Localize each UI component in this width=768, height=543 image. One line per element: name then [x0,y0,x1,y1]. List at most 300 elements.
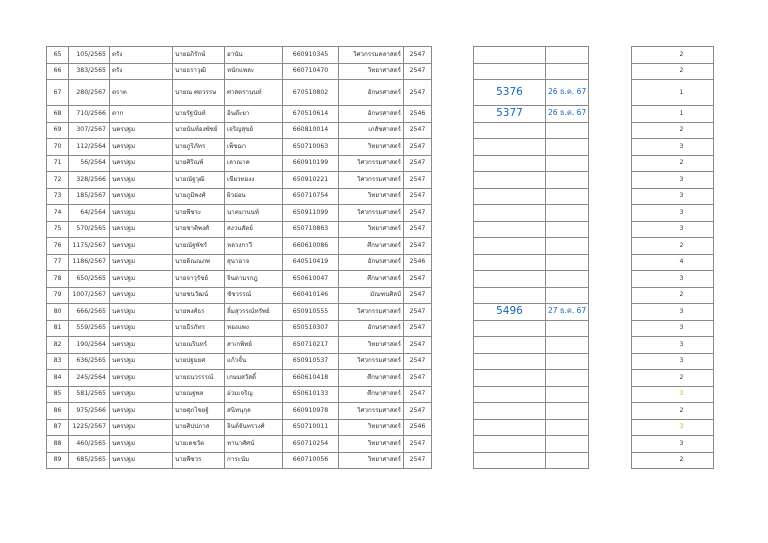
faculty-cell: วิทยาศาสตร์ [339,419,404,436]
row-number-cell: 78 [47,271,69,288]
reference-number-cell: 636/2565 [69,353,110,370]
spacer-cell [432,287,474,304]
receipt-date-cell [546,80,589,106]
row-number-cell: 86 [47,403,69,420]
spacer-cell [432,63,474,80]
student-id-cell: 650610047 [283,271,339,288]
row-number-cell: 70 [47,139,69,156]
province-cell: นครปฐม [110,337,173,354]
first-name-cell: นายปฐมยศ [173,353,225,370]
blank-cell [589,155,632,172]
receipt-date-cell [546,221,589,238]
first-name-cell: นายธราวุฒิ [173,63,225,80]
birth-year-cell: 2547 [404,452,432,469]
blank-cell [589,403,632,420]
row-number-cell: 81 [47,320,69,337]
receipt-number-cell [474,254,546,271]
reference-number-cell: 1007/2567 [69,287,110,304]
receipt-number-cell [474,155,546,172]
receipt-date-cell [546,139,589,156]
province-cell: นครปฐม [110,188,173,205]
receipt-number-cell [474,419,546,436]
table-row [47,436,714,453]
first-name-cell: นายศิริณพ์ [173,155,225,172]
count-cell: 2 [632,452,714,469]
birth-year-cell: 2547 [404,337,432,354]
receipt-number-cell [474,452,546,469]
reference-number-cell: 650/2565 [69,271,110,288]
birth-year-cell: 2547 [404,271,432,288]
blank-cell [589,320,632,337]
blank-cell [589,188,632,205]
faculty-cell: วิศวกรรมศาสตร์ [339,155,404,172]
reference-number-cell: 64/2564 [69,205,110,222]
row-number-cell: 89 [47,452,69,469]
faculty-cell: วิทยาศาสตร์ [339,221,404,238]
province-cell: นครปฐม [110,353,173,370]
first-name-cell: นายณัฐวุฒิ [173,172,225,189]
province-cell: นครปฐม [110,139,173,156]
first-name-cell: นายรัฐนันท์ [173,106,225,123]
faculty-cell: วิศวกรรมศาสตร์ [339,403,404,420]
count-cell: 3 [632,221,714,238]
last-name-cell: อินต๊ะยา [225,106,283,123]
receipt-date-cell [546,188,589,205]
reference-number-cell: 328/2566 [69,172,110,189]
birth-year-cell: 2547 [404,287,432,304]
student-id-cell: 650710217 [283,337,339,354]
reference-number-cell: 56/2564 [69,155,110,172]
blank-cell [589,436,632,453]
receipt-number-cell [474,287,546,304]
count-cell: 2 [632,63,714,80]
student-id-cell: 660710056 [283,452,339,469]
reference-number-cell: 307/2567 [69,122,110,139]
reference-number-cell: 666/2565 [69,304,110,321]
last-name-cell: อานัน [225,47,283,64]
province-cell: นครปฐม [110,155,173,172]
count-cell: 3 [632,436,714,453]
first-name-cell: นายธีรภัทร [173,320,225,337]
reference-number-cell: 383/2565 [69,63,110,80]
row-number-cell: 65 [47,47,69,64]
table-row [47,386,714,403]
reference-number-cell: 710/2566 [69,106,110,123]
receipt-date-cell [546,320,589,337]
table-row [47,452,714,469]
first-name-cell: นายศิปปภาส [173,419,225,436]
receipt-date-cell [546,403,589,420]
receipt-date-cell [546,63,589,80]
reference-number-cell: 570/2565 [69,221,110,238]
student-id-cell: 650710754 [283,188,339,205]
last-name-cell: สาเกพิทย์ [225,337,283,354]
blank-cell [589,80,632,106]
province-cell: นครปฐม [110,452,173,469]
blank-cell [589,139,632,156]
receipt-date: 27 ธ.ค. 67 [548,306,587,316]
student-list-table [46,46,714,469]
table-row [47,254,714,271]
blank-cell [589,337,632,354]
last-name-cell: ทองแพง [225,320,283,337]
count-cell: 3 [632,172,714,189]
receipt-date-cell [546,271,589,288]
student-id-cell: 650510307 [283,320,339,337]
birth-year-cell: 2546 [404,106,432,123]
row-number-cell: 72 [47,172,69,189]
count-cell: 2 [632,403,714,420]
table-row [47,320,714,337]
table-row [47,205,714,222]
birth-year-cell: 2547 [404,47,432,64]
student-id-cell: 670510614 [283,106,339,123]
faculty-cell: วิทยาศาสตร์ [339,436,404,453]
receipt-date-cell [546,287,589,304]
last-name-cell: ชัชวรรณ์ [225,287,283,304]
reference-number-cell: 112/2564 [69,139,110,156]
receipt-date-cell [546,47,589,64]
receipt-date-cell [546,205,589,222]
last-name-cell: ผิวอ่อน [225,188,283,205]
row-number-cell: 77 [47,254,69,271]
receipt-number-cell [474,320,546,337]
blank-cell [589,221,632,238]
last-name-cell: แก้วจั้น [225,353,283,370]
first-name-cell: นายภูมิพงศ์ [173,188,225,205]
birth-year-cell: 2547 [404,304,432,321]
faculty-cell: มัณฑนศิลป์ [339,287,404,304]
first-name-cell: นายพีชระ [173,205,225,222]
province-cell: นครปฐม [110,436,173,453]
province-cell: ตาก [110,106,173,123]
student-id-cell: 660610418 [283,370,339,387]
faculty-cell: อักษรศาสตร์ [339,80,404,106]
last-name-cell: สงวนสัตย์ [225,221,283,238]
last-name-cell: หนักแพละ [225,63,283,80]
province-cell: นครปฐม [110,205,173,222]
last-name-cell: ศาสตรานนท์ [225,80,283,106]
row-number-cell: 68 [47,106,69,123]
receipt-number-cell [474,386,546,403]
faculty-cell: วิทยาศาสตร์ [339,63,404,80]
last-name-cell: อ่วมเจริญ [225,386,283,403]
receipt-number-cell [474,63,546,80]
table-row [47,139,714,156]
blank-cell [589,254,632,271]
row-number-cell: 84 [47,370,69,387]
faculty-cell: วิศวกรรมศาสตร์ [339,172,404,189]
province-cell: นครปฐม [110,221,173,238]
first-name-cell: นายจาวุรัชย์ [173,271,225,288]
province-cell: ตรัง [110,63,173,80]
count-cell: 3 [632,205,714,222]
birth-year-cell: 2547 [404,188,432,205]
birth-year-cell: 2547 [404,403,432,420]
count-cell: 2 [632,287,714,304]
table-row [47,370,714,387]
count-cell: 3 [632,188,714,205]
receipt-number-cell [474,221,546,238]
table-row [47,353,714,370]
province-cell: นครปฐม [110,304,173,321]
first-name-cell: นายธนวรรรณ์ [173,370,225,387]
birth-year-cell: 2547 [404,205,432,222]
student-id-cell: 660810014 [283,122,339,139]
faculty-cell: เภสัชศาสตร์ [339,122,404,139]
last-name-cell: สุนาอาจ [225,254,283,271]
row-number-cell: 66 [47,63,69,80]
count-cell: 3 [632,139,714,156]
receipt-number: 5496 [496,304,523,317]
birth-year-cell: 2547 [404,172,432,189]
province-cell: นครปฐม [110,254,173,271]
spacer-cell [432,436,474,453]
count-cell: 1 [632,80,714,106]
reference-number-cell: 685/2565 [69,452,110,469]
count-cell: 2 [632,47,714,64]
last-name-cell: เจริญสุขย์ [225,122,283,139]
province-cell: นครปฐม [110,320,173,337]
faculty-cell: อักษรศาสตร์ [339,106,404,123]
receipt-number-cell [474,436,546,453]
birth-year-cell: 2547 [404,386,432,403]
province-cell: นครปฐม [110,419,173,436]
first-name-cell: นายณฐพล [173,386,225,403]
spacer-cell [432,238,474,255]
first-name-cell: นายพงศ์ธร [173,304,225,321]
receipt-date-cell [546,106,589,123]
row-number-cell: 88 [47,436,69,453]
receipt-date-cell [546,337,589,354]
table-row [47,63,714,80]
last-name-cell: หลวงกาวี [225,238,283,255]
count-cell: 3 [632,386,714,403]
reference-number-cell: 460/2565 [69,436,110,453]
receipt-date-cell [546,386,589,403]
province-cell: ตรัง [110,47,173,64]
table-row [47,122,714,139]
last-name-cell: เพ็ชฌา [225,139,283,156]
blank-cell [589,304,632,321]
first-name-cell: นายณัฐพัชร์ [173,238,225,255]
spacer-cell [432,386,474,403]
student-id-cell: 670510802 [283,80,339,106]
receipt-number-cell [474,139,546,156]
receipt-number-cell [474,271,546,288]
student-id-cell: 660910345 [283,47,339,64]
count-cell: 3 [632,271,714,288]
first-name-cell: นายอภิรักษ์ [173,47,225,64]
row-number-cell: 67 [47,80,69,106]
first-name-cell: นายณ ศตวรรษ [173,80,225,106]
student-id-cell: 650710254 [283,436,339,453]
row-number-cell: 73 [47,188,69,205]
spacer-cell [432,452,474,469]
receipt-number-cell [474,304,546,321]
last-name-cell: เขียวทองง [225,172,283,189]
spacer-cell [432,304,474,321]
row-number-cell: 83 [47,353,69,370]
table-row [47,271,714,288]
reference-number-cell: 185/2567 [69,188,110,205]
reference-number-cell: 559/2565 [69,320,110,337]
student-id-cell: 650710063 [283,139,339,156]
receipt-number: 5376 [496,85,523,98]
first-name-cell: นายนันท์องพัชย์ [173,122,225,139]
spacer-cell [432,337,474,354]
receipt-date-cell [546,172,589,189]
table-row [47,47,714,64]
spacer-cell [432,370,474,387]
spacer-cell [432,320,474,337]
faculty-cell: อักษรศาสตร์ [339,254,404,271]
last-name-cell: จินดามรกฎ [225,271,283,288]
spacer-cell [432,172,474,189]
first-name-cell: นายศุภไชยฐ์ [173,403,225,420]
province-cell: นครปฐม [110,172,173,189]
birth-year-cell: 2546 [404,254,432,271]
reference-number-cell: 1175/2567 [69,238,110,255]
faculty-cell: อักษรศาสตร์ [339,320,404,337]
count-cell: 2 [632,155,714,172]
receipt-date-cell [546,122,589,139]
last-name-cell: นาคมานนท์ [225,205,283,222]
reference-number-cell: 245/2564 [69,370,110,387]
count-cell: 3 [632,419,714,436]
spacer-cell [432,221,474,238]
faculty-cell: วิศวกรรมศาสตร์ [339,304,404,321]
table-row [47,304,714,321]
blank-cell [589,238,632,255]
receipt-number-cell [474,188,546,205]
first-name-cell: นายพีซวร [173,452,225,469]
province-cell: นครปฐม [110,287,173,304]
row-number-cell: 82 [47,337,69,354]
receipt-date-cell [546,254,589,271]
spacer-cell [432,254,474,271]
spacer-cell [432,106,474,123]
birth-year-cell: 2547 [404,80,432,106]
reference-number-cell: 280/2567 [69,80,110,106]
table-row [47,155,714,172]
receipt-number-cell [474,337,546,354]
student-id-cell: 650710863 [283,221,339,238]
receipt-number-cell [474,238,546,255]
receipt-date-cell [546,238,589,255]
receipt-date-cell [546,419,589,436]
spacer-cell [432,419,474,436]
receipt-number-cell [474,205,546,222]
spacer-cell [432,155,474,172]
last-name-cell: เลาณาค [225,155,283,172]
table-row [47,172,714,189]
row-number-cell: 69 [47,122,69,139]
student-id-cell: 650710011 [283,419,339,436]
blank-cell [589,205,632,222]
last-name-cell: ลิ้มสุวรรณ์ทรัพย์ [225,304,283,321]
table-row [47,106,714,123]
blank-cell [589,63,632,80]
faculty-cell: วิทยาศาสตร์ [339,337,404,354]
student-id-cell: 650910555 [283,304,339,321]
reference-number-cell: 581/2565 [69,386,110,403]
blank-cell [589,122,632,139]
blank-cell [589,419,632,436]
receipt-number-cell [474,122,546,139]
row-number-cell: 74 [47,205,69,222]
blank-cell [589,106,632,123]
student-id-cell: 650910537 [283,353,339,370]
receipt-number-cell [474,353,546,370]
faculty-cell: ศึกษาศาสตร์ [339,238,404,255]
row-number-cell: 79 [47,287,69,304]
receipt-date-cell [546,436,589,453]
receipt-number-cell [474,106,546,123]
province-cell: นครปฐม [110,370,173,387]
last-name-cell: การะนัม [225,452,283,469]
faculty-cell: วิทยาศาสตร์ [339,139,404,156]
birth-year-cell: 2547 [404,221,432,238]
row-number-cell: 85 [47,386,69,403]
blank-cell [589,287,632,304]
birth-year-cell: 2547 [404,122,432,139]
registration-table [46,46,713,478]
count-cell: 2 [632,370,714,387]
receipt-number-cell [474,172,546,189]
student-id-cell: 660410146 [283,287,339,304]
count-cell: 3 [632,304,714,321]
faculty-cell: ศึกษาศาสตร์ [339,271,404,288]
faculty-cell: วิทยาศาสตร์ [339,188,404,205]
receipt-date: 26 ธ.ค. 67 [548,108,587,118]
student-id-cell: 660910978 [283,403,339,420]
student-id-cell: 640510419 [283,254,339,271]
student-id-cell: 660610086 [283,238,339,255]
table-row [47,221,714,238]
reference-number-cell: 1225/2567 [69,419,110,436]
reference-number-cell: 975/2566 [69,403,110,420]
table-row [47,80,714,106]
spacer-cell [432,205,474,222]
spacer-cell [432,47,474,64]
last-name-cell: เกษมสวัสดิ์ [225,370,283,387]
first-name-cell: นายณรินทร์ [173,337,225,354]
receipt-date: 26 ธ.ค. 67 [548,87,587,96]
blank-cell [589,370,632,387]
receipt-date-cell [546,353,589,370]
count-cell: 4 [632,254,714,271]
count-cell: 3 [632,337,714,354]
receipt-date-cell [546,452,589,469]
count-cell: 2 [632,238,714,255]
student-id-cell: 650910221 [283,172,339,189]
faculty-cell: วิศวกรรมศาสตร์ [339,353,404,370]
faculty-cell: วิศวกรรมศาสตร์ [339,205,404,222]
province-cell: นครปฐม [110,238,173,255]
blank-cell [589,271,632,288]
receipt-date-cell [546,370,589,387]
province-cell: นครปฐม [110,122,173,139]
last-name-cell: สนิทนุกุล [225,403,283,420]
faculty-cell: ศึกษาศาสตร์ [339,370,404,387]
receipt-number-cell [474,403,546,420]
spacer-cell [432,188,474,205]
faculty-cell: วิศวกรรมคลาสตร์ [339,47,404,64]
row-number-cell: 87 [47,419,69,436]
count-cell: 2 [632,122,714,139]
birth-year-cell: 2547 [404,63,432,80]
